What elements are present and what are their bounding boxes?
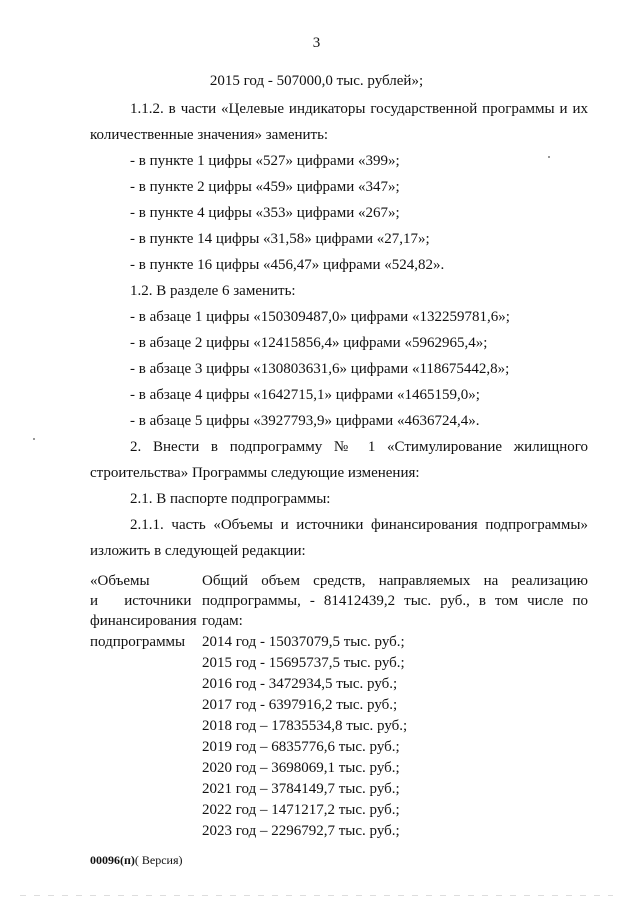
list-item: - в абзаце 5 цифры «3927793,9» цифрами «4636724,4».: [130, 413, 480, 429]
paragraph-line: изложить в следующей редакции:: [90, 543, 306, 559]
table-label: финансирования: [90, 613, 197, 629]
list-item: - в пункте 2 цифры «459» цифрами «347»;: [130, 179, 400, 195]
page-number: 3: [312, 35, 321, 51]
text-line: 2015 год - 507000,0 тыс. рублей»;: [209, 73, 424, 89]
year-row: 2015 год - 15695737,5 тыс. руб.;: [202, 655, 405, 671]
list-item: - в абзаце 4 цифры «1642715,1» цифрами «1465159,0»;: [130, 387, 480, 403]
year-row: 2014 год - 15037079,5 тыс. руб.;: [202, 634, 405, 650]
year-row: 2019 год – 6835776,6 тыс. руб.;: [202, 739, 400, 755]
year-row: 2020 год – 3698069,1 тыс. руб.;: [202, 760, 400, 776]
year-row: 2017 год - 6397916,2 тыс. руб.;: [202, 697, 398, 713]
year-row: 2023 год – 2296792,7 тыс. руб.;: [202, 823, 400, 839]
paragraph-line: количественные значения» заменить:: [90, 127, 329, 143]
paragraph-line: 1.1.2. в части «Целевые индикаторы государственной программы и их: [130, 101, 588, 117]
paragraph-line: строительства» Программы следующие изменения:: [90, 465, 420, 481]
table-label: и источники: [90, 593, 192, 609]
scan-speck: [548, 156, 550, 158]
scan-edge-noise: [20, 895, 613, 896]
year-row: 2018 год – 17835534,8 тыс. руб.;: [202, 718, 408, 734]
paragraph-line: 2.1. В паспорте подпрограммы:: [130, 491, 331, 507]
table-text: подпрограммы, - 81412439,2 тыс. руб., в том числе по: [202, 593, 588, 609]
document-code-number: 00096(п): [90, 853, 135, 867]
table-label: подпрограммы: [90, 634, 186, 650]
table-label: «Объемы: [90, 573, 150, 589]
scan-speck: [33, 438, 35, 440]
table-text: Общий объем средств, направляемых на реализацию: [202, 573, 588, 589]
table-text: годам:: [202, 613, 243, 629]
section-heading: 1.2. В разделе 6 заменить:: [130, 283, 296, 299]
paragraph-line: 2.1.1. часть «Объемы и источники финансирования подпрограммы»: [130, 517, 588, 533]
list-item: - в абзаце 1 цифры «150309487,0» цифрами «132259781,6»;: [130, 309, 510, 325]
list-item: - в пункте 16 цифры «456,47» цифрами «524,82».: [130, 257, 445, 273]
list-item: - в абзаце 2 цифры «12415856,4» цифрами «5962965,4»;: [130, 335, 488, 351]
year-row: 2016 год - 3472934,5 тыс. руб.;: [202, 676, 398, 692]
list-item: - в пункте 1 цифры «527» цифрами «399»;: [130, 153, 400, 169]
list-item: - в абзаце 3 цифры «130803631,6» цифрами «118675442,8»;: [130, 361, 510, 377]
document-code: [90, 850, 183, 870]
year-row: 2021 год – 3784149,7 тыс. руб.;: [202, 781, 400, 797]
list-item: - в пункте 4 цифры «353» цифрами «267»;: [130, 205, 400, 221]
year-row: 2022 год – 1471217,2 тыс. руб.;: [202, 802, 400, 818]
list-item: - в пункте 14 цифры «31,58» цифрами «27,17»;: [130, 231, 430, 247]
document-version: ( Версия): [134, 853, 183, 867]
paragraph-line: 2. Внести в подпрограмму № 1 «Стимулирование жилищного: [130, 439, 588, 455]
